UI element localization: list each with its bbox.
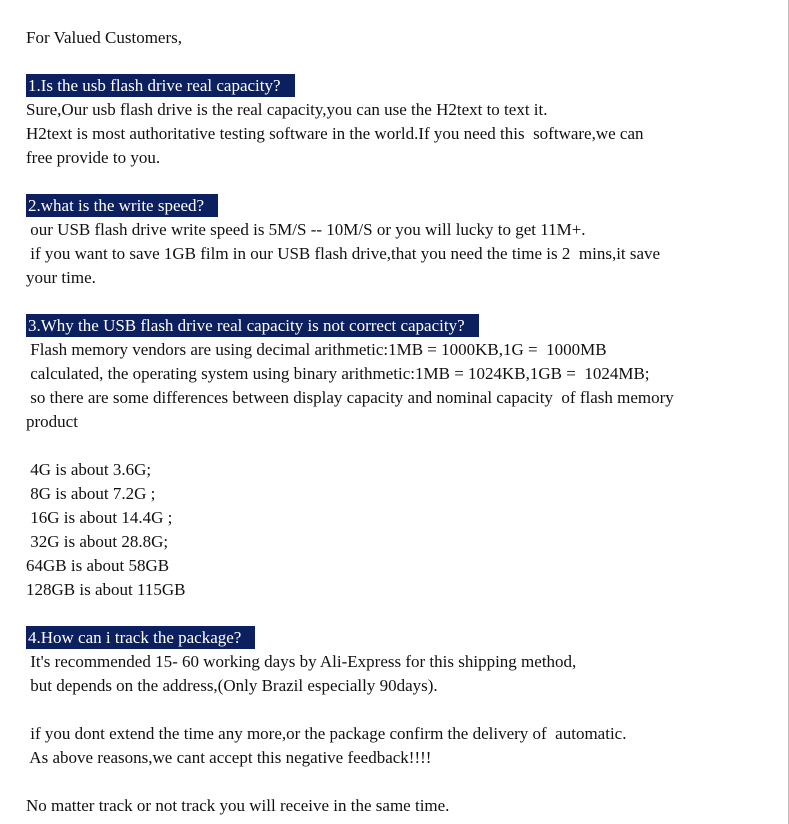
paragraph-line: It's recommended 15- 60 working days by Ali-Express for this shipping method, [26,652,577,671]
capacity-line: 64GB is about 58GB [26,556,170,575]
spacer [26,170,766,194]
faq-document [26,26,766,818]
paragraph-line: so there are some differences between display capacity and nominal capacity of flash memory [26,388,674,407]
paragraph-line: Flash memory vendors are using decimal arithmetic:1MB = 1000KB,1G = 1000MB [26,340,607,359]
paragraph-line: your time. [26,268,96,287]
paragraph-line: calculated, the operating system using binary arithmetic:1MB = 1024KB,1GB = 1024MB; [26,364,650,383]
spacer [26,434,766,458]
paragraph-line: As above reasons,we cant accept this negative feedback!!!! [26,748,432,767]
spacer [26,698,766,722]
paragraph-line: Sure,Our usb flash drive is the real capacity,you can use the H2text to text it. [26,100,548,119]
section-heading: 4.How can i track the package? [26,626,255,649]
section-3-heading-row [26,314,766,338]
greeting: For Valued Customers, [26,28,182,47]
section-2-heading-row [26,194,766,218]
paragraph-line: if you dont extend the time any more,or the package confirm the delivery of automatic. [26,724,627,743]
section-1-heading-row [26,74,766,98]
capacity-line: 16G is about 14.4G ; [26,508,173,527]
paragraph-line: but depends on the address,(Only Brazil especially 90days). [26,676,438,695]
paragraph-line: our USB flash drive write speed is 5M/S -- 10M/S or you will lucky to get 11M+. [26,220,586,239]
capacity-line: 128GB is about 115GB [26,580,186,599]
paragraph-line: free provide to you. [26,148,161,167]
section-heading: 2.what is the write speed? [26,194,218,217]
paragraph-line: product [26,412,78,431]
closing-line: No matter track or not track you will receive in the same time. [26,796,450,815]
paragraph-line: if you want to save 1GB film in our USB flash drive,that you need the time is 2 mins,it save [26,244,661,263]
paragraph-line: H2text is most authoritative testing software in the world.If you need this software,we can [26,124,644,143]
section-heading: 3.Why the USB flash drive real capacity is not correct capacity? [26,314,479,337]
section-heading: 1.Is the usb flash drive real capacity? [26,74,295,97]
section-4-heading-row [26,626,766,650]
spacer [26,50,766,74]
spacer [26,290,766,314]
capacity-line: 8G is about 7.2G ; [26,484,156,503]
capacity-line: 32G is about 28.8G; [26,532,169,551]
capacity-line: 4G is about 3.6G; [26,460,152,479]
spacer [26,770,766,794]
spacer [26,602,766,626]
